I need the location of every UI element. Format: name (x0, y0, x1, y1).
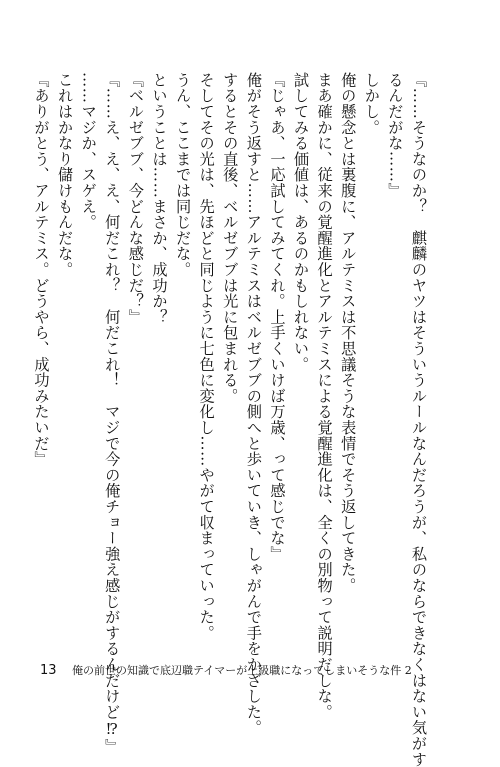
text-line: 『ありがとう、アルテミス。どうやら、成功みたいだ』 (32, 72, 51, 467)
running-title: 俺の前世の知識で底辺職テイマーが上級職になってしまいそうな件 2 (72, 664, 412, 677)
text-line: 『……え、え、え、何だこれ？ 何だこれ！ マジで今の俺チョー強え感じがするんだけど⁉』 (103, 72, 122, 755)
text-line: まあ確かに、従来の覚醒進化とアルテミスによる覚醒進化は、全くの別物って説明だしな。 (315, 72, 334, 720)
text-line: ……マジか、スゲえ。 (79, 72, 98, 230)
text-line: これはかなり儲けもんだな。 (56, 72, 75, 278)
text-line: するとその直後、ベルゼブブは光に包まれる。 (221, 72, 240, 404)
text-line: 『……そうなのか？ 麒麟のヤツはそういうルールなんだろうが、私のならできなくはない気がす (410, 72, 428, 767)
text-line: しかし。 (362, 72, 381, 136)
text-line: 『ベルゼブブ、今どんな感じだ？』 (126, 72, 145, 325)
text-line: 俺がそう返すと……アルテミスはベルゼブブの側へと歩いていき、しゃがんで手をかざした。 (244, 72, 263, 736)
page-footer (40, 664, 412, 678)
page-number: 13 (40, 663, 57, 678)
text-line: 俺の懸念とは裏腹に、アルテミスは不思議そうな表情でそう返してきた。 (339, 72, 358, 594)
text-line: 『じゃあ、一応試してみてくれ。上手くいけば万歳、って感じでな』 (268, 72, 287, 562)
text-line: ということは……まさか、成功か？ (150, 72, 169, 325)
text-line: 試してみる価値は、あるのかもしれない。 (292, 72, 311, 373)
text-line: るんだがな……』 (386, 72, 405, 199)
text-line: うん、ここまでは同じだな。 (174, 72, 193, 278)
text-line: そしてその光は、先ほどと同じように七色に変化し……やがて収まっていった。 (197, 72, 216, 641)
